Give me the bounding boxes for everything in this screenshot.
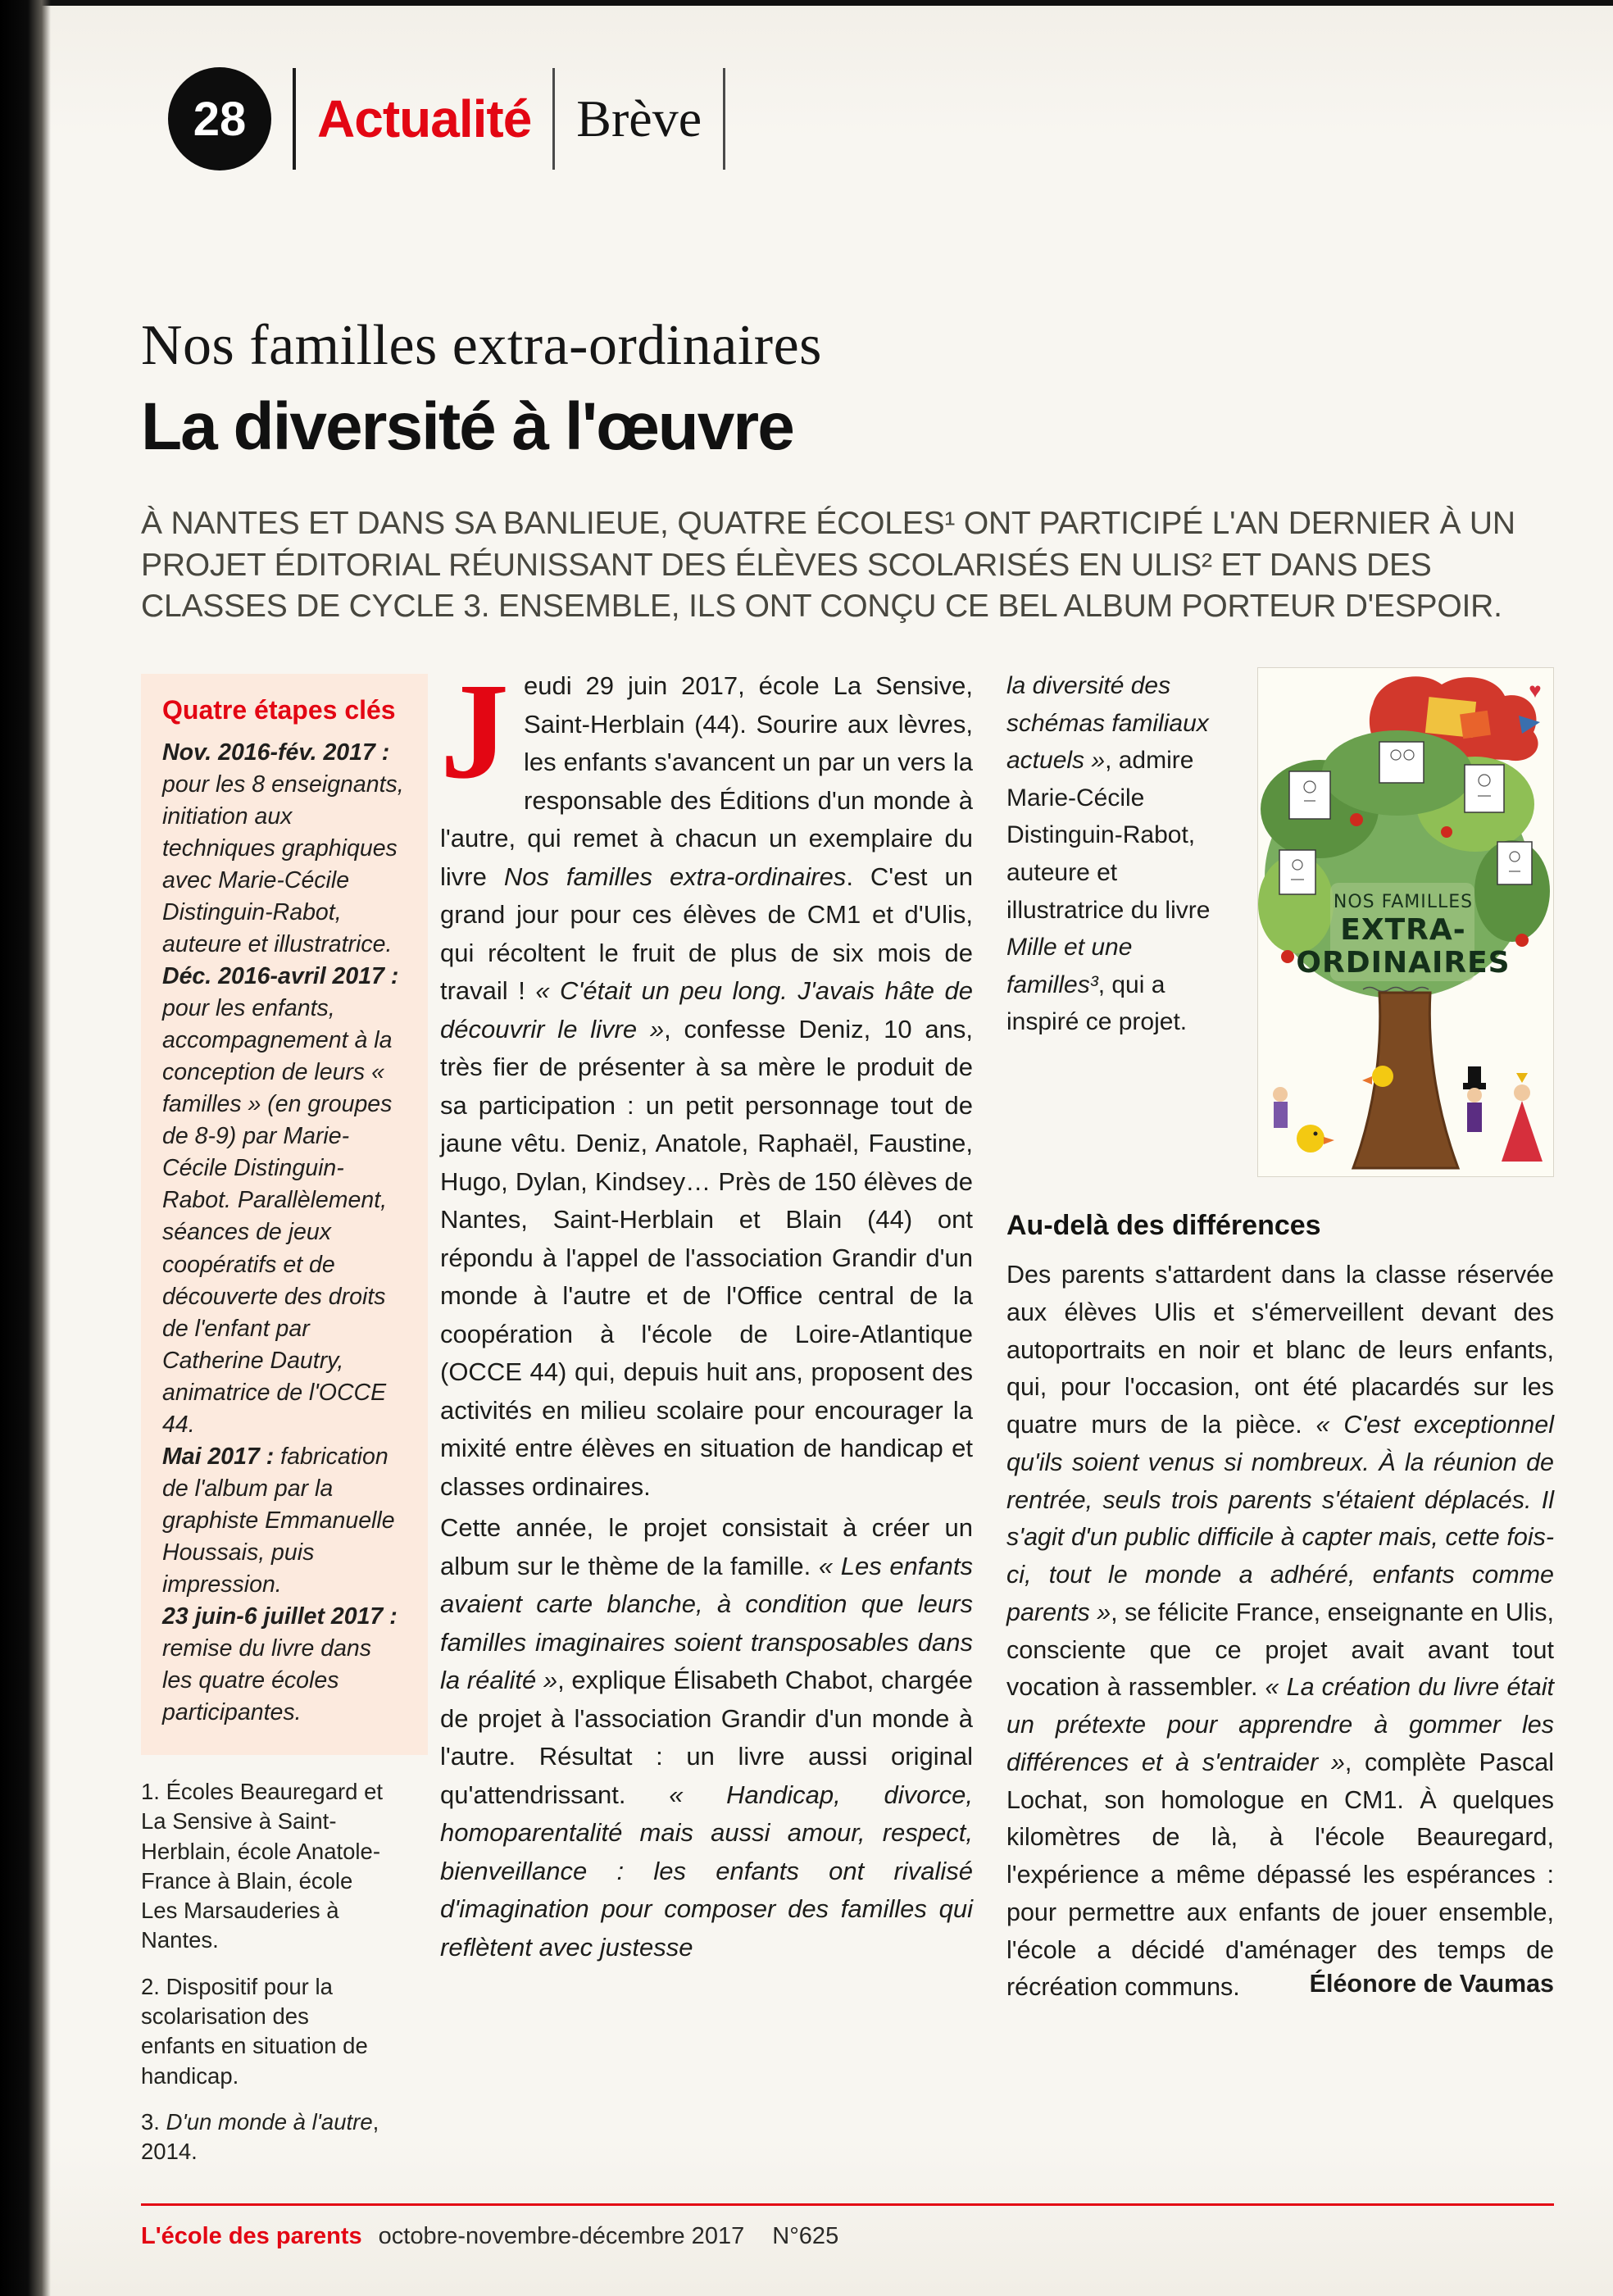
sidebar-entry-date: 23 juin-6 juillet 2017 : — [162, 1603, 398, 1630]
byline: Éléonore de Vaumas — [1309, 1970, 1554, 1998]
page-number: 28 — [193, 92, 247, 146]
sidebar-box — [141, 674, 428, 1755]
section-label: Actualité — [317, 89, 532, 148]
sidebar-entry-date: Nov. 2016-fév. 2017 : — [162, 739, 390, 766]
drop-cap: J — [440, 655, 509, 807]
footnotes — [141, 1777, 387, 2184]
issue-date: octobre-novembre-décembre 2017 — [378, 2223, 745, 2249]
sidebar-entry-date: Mai 2017 : — [162, 1443, 275, 1470]
book-cover — [1257, 667, 1554, 1177]
page-number-badge — [168, 67, 271, 170]
right-column-top — [1006, 667, 1554, 1210]
page-header — [168, 67, 747, 170]
sidebar-entry-text: pour les 8 enseignants, initiation aux techniques graphiques avec Marie-Cécile Distinguin-Rabot, auteure et illustratrice. — [162, 771, 404, 958]
page-footer — [141, 2223, 838, 2250]
article-kicker: Nos familles extra-ordinaires — [141, 314, 822, 377]
cover-title-line-1: NOS FAMILLES — [1333, 892, 1474, 912]
sidebar-entry-date: Déc. 2016-avril 2017 : — [162, 963, 399, 990]
article-titles — [141, 313, 1567, 628]
scan-edge-top — [0, 0, 1613, 6]
footnote-1: 1. Écoles Beauregard et La Sensive à Saint-Herblain, école Anatole-France à Blain, école Les Marsauderies à Nantes. — [141, 1779, 384, 1953]
footer-rule — [141, 2203, 1554, 2206]
article-title: La diversité à l'œuvre — [141, 389, 793, 464]
sidebar-entry-text: pour les enfants, accompagnement à la conception de leurs « familles » (en groupes de 8-9) par Marie-Cécile Distinguin-Rabot. Parallèlement, séances de jeux coopératifs et de découverte des droits de l'enfant par Catherine Dautry, animatrice de l'OCCE 44. — [162, 995, 393, 1438]
cover-title-line-2: EXTRA- — [1340, 913, 1466, 947]
footnote-3: 3. D'un monde à l'autre, 2014. — [141, 2108, 379, 2165]
sidebar-title: Quatre étapes clés — [162, 695, 396, 725]
sidebar-entry-text: fabrication de l'album par la graphiste Emmanuelle Houssais, puis impression. — [162, 1443, 395, 1598]
sidebar-entry — [162, 1441, 407, 1601]
header-divider — [293, 68, 296, 170]
sidebar-entry — [162, 737, 407, 961]
sidebar-entry-text: remise du livre dans les quatre écoles participantes. — [162, 1634, 372, 1725]
purple-figure — [1273, 1087, 1288, 1128]
header-divider — [723, 68, 725, 170]
heart-icon: ♥ — [1529, 678, 1542, 702]
paragraph-1-text: eudi 29 juin 2017, école La Sensive, Saint-Herblain (44). Sourire aux lèvres, les enfants s'avancent un par un vers la responsable des Éditions d'un monde à l'autre, qui remet à chacun un exemplaire du livre Nos familles extra-ordinaires. C'est un grand jour pour ces élèves de CM1 et d'Ulis, qui récoltent le fruit de plus de six mois de travail ! « C'était un peu long. J'avais hâte de découvrir le livre », confesse Deniz, 10 ans, très fier de présenter à sa mère le produit de sa participation : un petit personnage tout de jaune vêtu. Deniz, Anatole, Raphaël, Faustine, Hugo, Dylan, Kindsey… Près de 150 élèves de Nantes, Saint-Herblain et Blain (44) ont répondu à l'appel de l'association Grandir d'un monde à l'autre et de l'Office central de la coopération à l'école de Loire-Atlantique (OCCE 44) qui, depuis huit ans, proposent des activités en milieu scolaire pour encourager la mixité entre élèves en situation de handicap et classes ordinaires. — [440, 671, 973, 1501]
sidebar-entry — [162, 1601, 407, 1729]
issue-number: N°625 — [772, 2223, 839, 2249]
continuation-text: la diversité des schémas familiaux actuels », admire Marie-Cécile Distinguin-Rabot, auteure et illustratrice du livre Mille et une familles³, qui a inspiré ce projet. — [1006, 672, 1211, 1036]
subsection-label: Brève — [576, 89, 702, 148]
article-body-column — [440, 655, 974, 1966]
right-column — [1006, 667, 1555, 2002]
article-paragraph-2: Cette année, le projet consistait à créer un album sur le thème de la famille. « Les enfants avaient carte blanche, à condition que leurs familles imaginaires soient transposables dans la réalité », explique Élisabeth Chabot, chargée de projet à l'association Grandir d'un monde à l'autre. Résultat : un livre aussi original qu'attendrissant. « Handicap, divorce, homoparentalité mais aussi amour, respect, bienveillance : les enfants ont rivalisé d'imagination pour composer des familles qui reflètent avec justesse — [440, 1513, 974, 1962]
section-heading: Au-delà des différences — [1006, 1210, 1321, 1241]
sidebar-entry — [162, 961, 407, 1440]
magazine-name: L'école des parents — [141, 2223, 362, 2249]
header-divider — [552, 68, 555, 170]
footnote-2: 2. Dispositif pour la scolarisation des enfants en situation de handicap. — [141, 1973, 368, 2089]
yellow-bird-icon — [1372, 1066, 1393, 1087]
cover-title-line-3: ORDINAIRES — [1296, 946, 1511, 980]
section-body: Des parents s'attardent dans la classe réservée aux élèves Ulis et s'émerveillent devant des autoportraits en noir et blanc de leurs enfants, qui, pour l'occasion, ont été placardés sur les quatre murs de la pièce. « C'est exceptionnel qu'ils soient venus si nombreux. À la réunion de rentrée, seuls trois parents s'étaient déplacés. Il s'agit d'un public difficile à capter mais, cette fois-ci, tout le monde a adhéré, enfants comme parents », se félicite France, enseignante en Ulis, consciente que ce projet avait avant tout vocation à rassembler. « La création du livre était un prétexte pour apprendre à gommer les différences et à s'entraider », complète Pascal Lochat, son homologue en CM1. À quelques kilomètres de là, à l'école Beauregard, l'expérience a même dépassé les espérances : pour permettre aux enfants de jouer ensemble, l'école a décidé d'aménager des temps de récréation communs. — [1006, 1261, 1555, 2002]
standfirst: À NANTES ET DANS SA BANLIEUE, QUATRE ÉCOLES¹ ONT PARTICIPÉ L'AN DERNIER À UN PROJET ÉDITORIAL RÉUNISSANT DES ÉLÈVES SCOLARISÉS EN ULIS² ET DANS DES CLASSES DE CYCLE 3. ENSEMBLE, ILS ONT CONÇU CE BEL ALBUM PORTEUR D'ESPOIR. — [141, 506, 1515, 625]
book-cover-illustration — [1258, 668, 1553, 1176]
scan-edge-left — [0, 0, 51, 2296]
article-paragraph-1 — [440, 655, 973, 1506]
